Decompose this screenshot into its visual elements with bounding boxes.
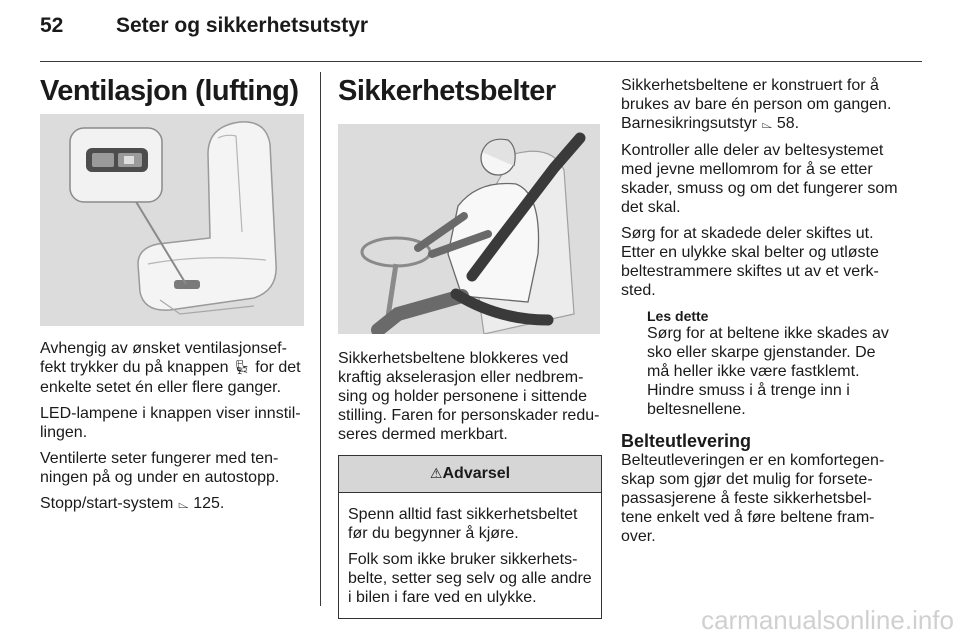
seat-ventilation-icon: 💺︎ [233,360,251,376]
ventilation-heading: Ventilasjon (lufting) [40,75,299,107]
seatbelts-heading: Sikkerhetsbelter [338,75,556,107]
belt-para-3: Sørg for at skadede deler skiftes ut. Etter en ulykke skal belter og utløste beltestrammere skiftes ut av et verk-sted. [621,225,879,299]
note-block [621,308,901,419]
ventilation-para-4: Stopp/start-system ⌳ 125. [40,495,225,512]
ventilation-para-3: Ventilerte seter fungerer med ten-ningen på og under en autostopp. [40,450,280,486]
note-text: Sørg for at beltene ikke skades av sko eller skarpe gjenstander. De må heller ikke være fastklemt. Hindre smuss i å trenge inn i beltesnellene. [647,325,889,418]
warning-para-2: Folk som ikke bruker sikkerhets-belte, setter seg selv og alle andre i bilen i fare ved en ulykke. [348,551,592,606]
stop-start-ref[interactable]: 125. [193,495,225,512]
warning-title: Advarsel [442,465,511,482]
seatbelt-figure [338,124,600,334]
section-title: Seter og sikkerhetsutstyr [116,14,369,37]
seatbelt-illustration [338,124,600,334]
warning-box [338,455,602,619]
column-ventilation [40,74,304,521]
ventilation-para-2: LED-lampene i knappen viser innstil-lingen. [40,405,301,441]
belt-feeder-heading: Belteutlevering [621,431,752,451]
warning-para-1: Spenn alltid fast sikkerhetsbeltet før du begynner å kjøre. [348,506,578,542]
warning-body [339,493,601,618]
column-divider-1 [320,72,321,606]
ventilation-para-1: Avhengig av ønsket ventilasjonsef-fekt trykker du på knappen 💺︎ for det enkelte setet én eller flere ganger. [40,340,301,396]
page-reference-icon: ⌳ [761,116,773,132]
belt-para-2: Kontroller alle deler av beltesystemet med jevne mellomrom for å se etter skader, smuss og om det fungerer som det skal. [621,142,898,216]
seat-illustration [40,114,304,326]
watermark: carmanualsonline.info [701,605,954,635]
note-title: Les dette [647,308,709,324]
page-reference-icon: ⌳ [177,496,189,512]
header-rule [40,61,922,62]
page-header [40,14,368,38]
seat-ventilation-figure [40,114,304,326]
column-seatbelts-cont [621,76,901,553]
warning-header [339,456,601,493]
column-seatbelts [338,74,602,619]
belt-feeder-para: Belteutleveringen er en komfortegen-skap som gjør det mulig for forsete-passasjerene å feste sikkerhetsbel-tene enkelt ved å føre beltene fram-over. [621,452,885,545]
belt-para-1: Sikkerhetsbeltene er konstruert for å brukes av bare én person om gangen. Barnesikringsutstyr ⌳ 58. [621,77,892,132]
seatbelts-para-1: Sikkerhetsbeltene blokkeres ved kraftig akselerasjon eller nedbrem-sing og holder personene i sittende stilling. Faren for personskader redu-seres dermed merkbart. [338,350,600,443]
page-number: 52 [40,14,64,37]
child-restraint-ref[interactable]: 58. [776,115,800,132]
warning-triangle-icon: ⚠ [429,466,443,482]
